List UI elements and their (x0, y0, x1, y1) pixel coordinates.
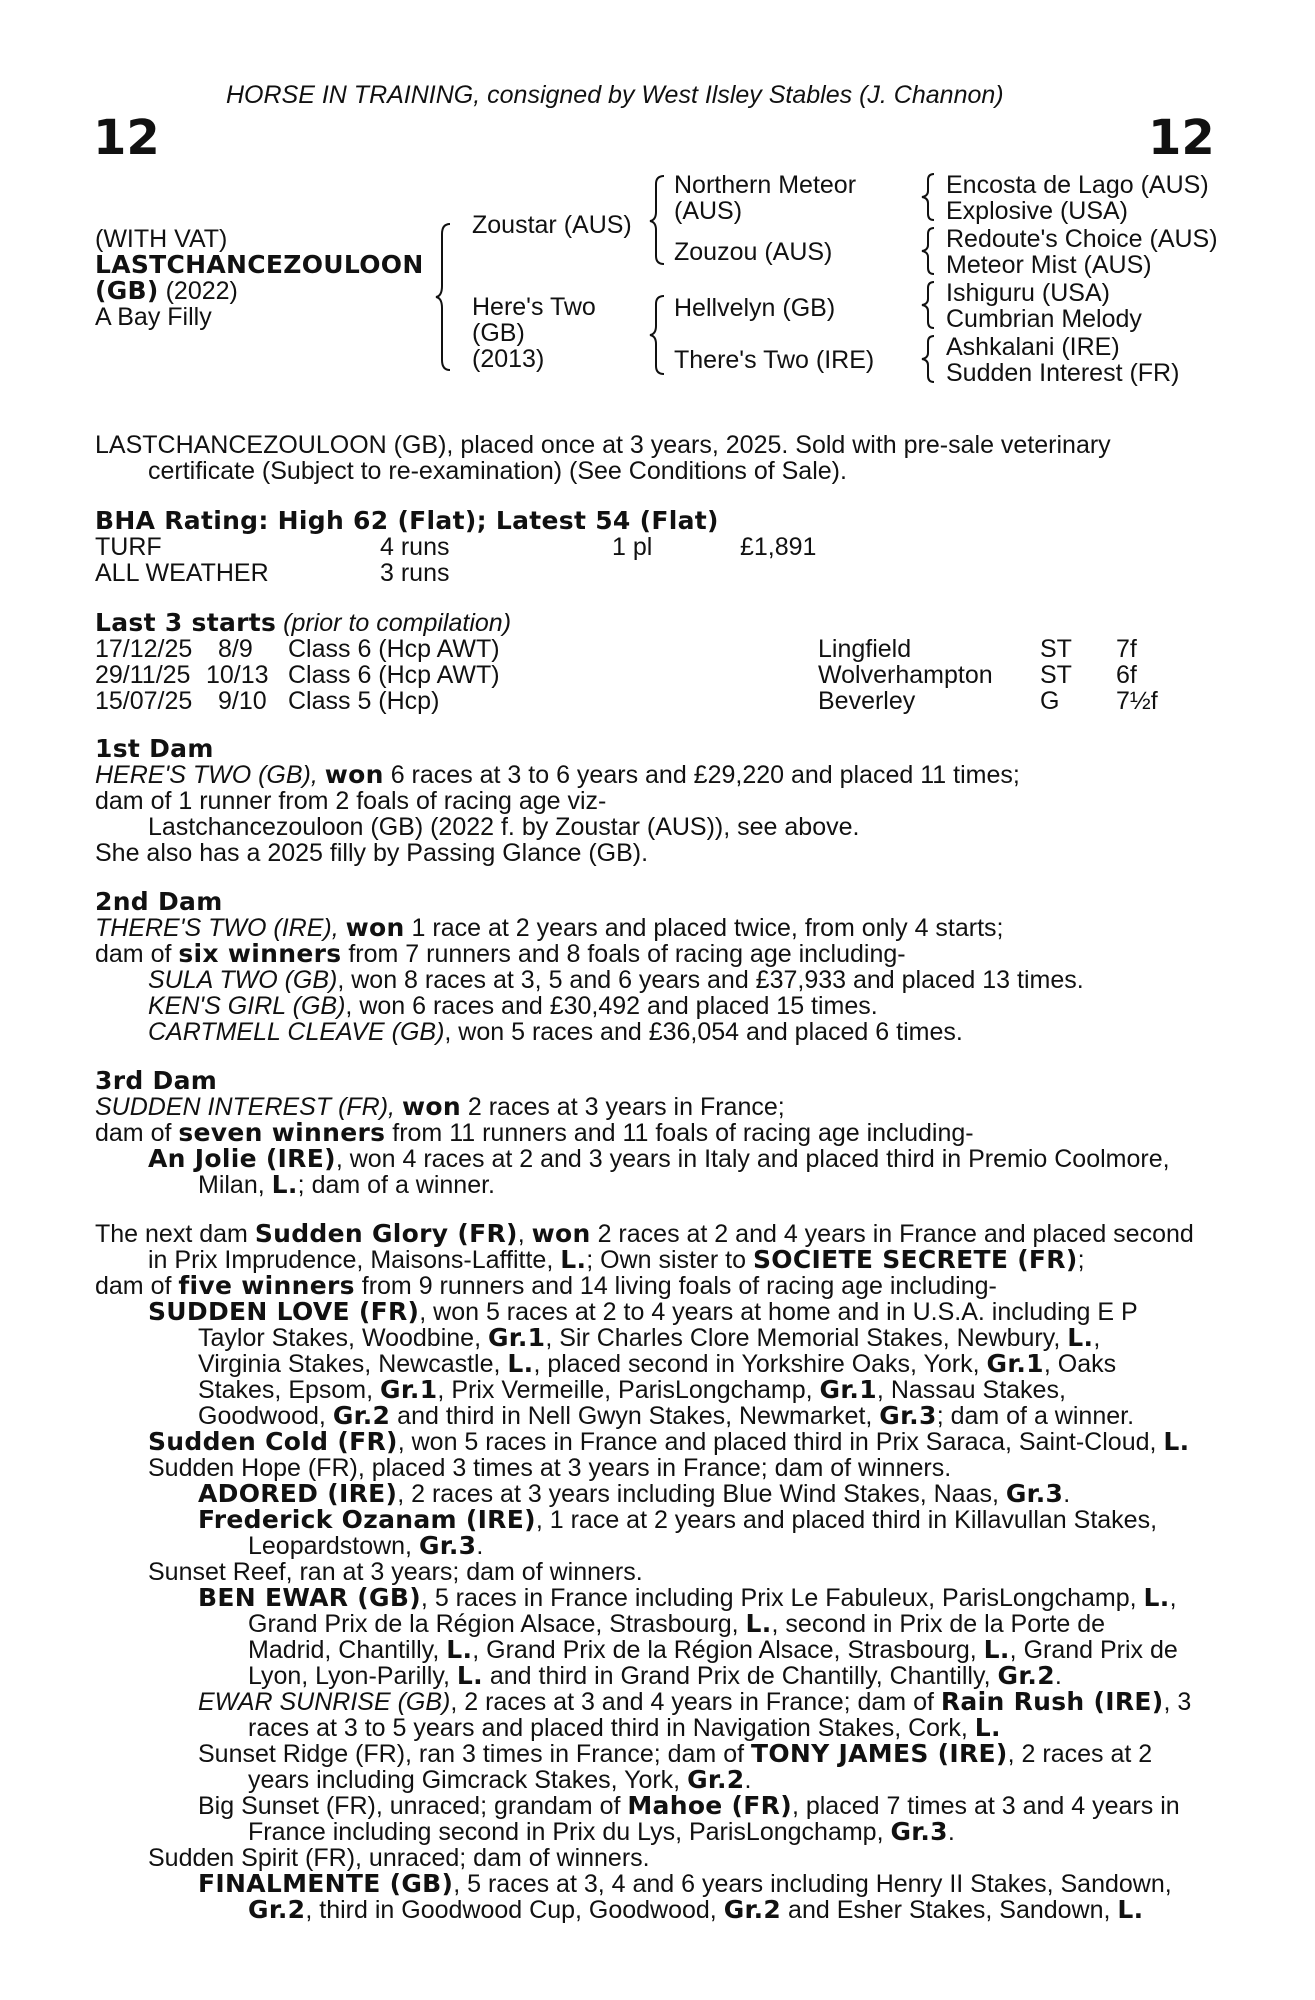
runner-name: EWAR SUNRISE (GB) (198, 1688, 451, 1716)
race-grade: Gr.3 (879, 1401, 937, 1430)
sudden-love-line1 (148, 1299, 1138, 1325)
text: , placed 7 times at 3 and 4 years in (791, 1792, 1180, 1820)
next-dam-line3 (95, 1273, 997, 1299)
runner-name: SUDDEN LOVE (FR) (148, 1297, 420, 1326)
text: from 9 runners and 14 living foals of racing age including- (354, 1272, 997, 1300)
text: ; (1077, 1246, 1085, 1274)
pedigree-sire-sire-line1: Northern Meteor (674, 171, 857, 199)
race-grade: Gr.1 (819, 1375, 877, 1404)
first-dam-line3: Lastchancezouloon (GB) (2022 f. by Zoustar (AUS)), see above. (148, 813, 860, 841)
text: , 3 (1163, 1688, 1192, 1716)
big-sunset-line2 (248, 1819, 955, 1845)
runner-name: Sudden Cold (FR) (148, 1427, 398, 1456)
second-dam-line4 (148, 993, 878, 1019)
race-grade: L. (1143, 1583, 1170, 1612)
won-label: won (345, 913, 405, 942)
text: Stakes, Epsom, (198, 1376, 381, 1404)
ben-ewar-line4 (248, 1663, 1062, 1689)
runner-name: TONY JAMES (IRE) (751, 1739, 1008, 1768)
pedigree-gg-4: Meteor Mist (AUS) (946, 251, 1152, 279)
race-grade: Gr.1 (986, 1349, 1044, 1378)
runner-name: Rain Rush (IRE) (940, 1687, 1164, 1716)
pedigree-sire-dam: Zouzou (AUS) (674, 238, 833, 266)
race-grade: L. (1117, 1895, 1144, 1924)
text: 2 races at 2 and 4 years in France and placed second (590, 1220, 1194, 1248)
text: The next dam (95, 1220, 255, 1248)
runner-name: KEN'S GIRL (GB) (148, 992, 346, 1020)
first-dam-name: HERE'S TWO (GB), (95, 761, 325, 789)
first-dam-heading: 1st Dam (95, 734, 214, 763)
text: Taylor Stakes, Woodbine, (198, 1324, 488, 1352)
text: , 2 races at 3 and 4 years in France; dam of (450, 1688, 941, 1716)
start-date: 15/07/25 (95, 687, 193, 715)
race-grade: Gr.2 (332, 1401, 391, 1430)
text: , (1169, 1584, 1177, 1612)
runner-record: , won 4 races at 2 and 3 years in Italy and placed third in Premio Coolmore, (335, 1145, 1170, 1173)
text: , Nassau Stakes, (876, 1376, 1066, 1404)
text: in Prix Imprudence, Maisons-Laffitte, (148, 1246, 561, 1274)
race-grade: Gr.1 (487, 1323, 546, 1352)
ben-ewar-line3 (248, 1637, 1178, 1663)
race-grade: Gr.2 (687, 1765, 745, 1794)
ewar-sunrise-line1 (198, 1689, 1191, 1715)
first-dam-line1 (95, 762, 1020, 788)
text: Lyon, Lyon-Parilly, (248, 1662, 457, 1690)
text: years including Gimcrack Stakes, York, (248, 1766, 688, 1794)
pedigree-dam-line2: (GB) (472, 319, 525, 347)
runner-name: Mahoe (FR) (627, 1791, 792, 1820)
ben-ewar-line2 (248, 1611, 1105, 1637)
horse-country-year (95, 278, 238, 304)
aw-label: ALL WEATHER (95, 559, 269, 587)
second-dam-name: THERE'S TWO (IRE), (95, 914, 346, 942)
horse-country: (GB) (95, 276, 159, 305)
text: . (1063, 1480, 1071, 1508)
race-grade: L. (456, 1661, 483, 1690)
text: Goodwood, (198, 1402, 333, 1430)
text: , Oaks (1043, 1350, 1117, 1378)
pedigree-gg-2: Explosive (USA) (946, 197, 1128, 225)
winners-count: five winners (178, 1271, 355, 1300)
text: , 2 races at 2 (1007, 1740, 1153, 1768)
second-dam-line3 (148, 967, 1084, 993)
text: Madrid, Chantilly, (248, 1636, 447, 1664)
pedigree-dam-line1: Here's Two (472, 293, 596, 321)
rating-heading: BHA Rating: High 62 (Flat); Latest 54 (Flat) (95, 506, 719, 535)
starts-note: (prior to compilation) (283, 609, 512, 637)
race-grade: L. (271, 1170, 298, 1199)
text: , second in Prix de la Porte de (771, 1610, 1106, 1638)
text: . (476, 1532, 484, 1560)
sunset-ridge-line2 (248, 1767, 751, 1793)
sudden-love-line5 (198, 1403, 1134, 1429)
second-dam-line5 (148, 1019, 963, 1045)
summary-line2: certificate (Subject to re-examination) (See Conditions of Sale). (148, 457, 847, 485)
big-sunset-line1 (198, 1793, 1180, 1819)
text: , Grand Prix de la Région Alsace, Strasbourg, (472, 1636, 984, 1664)
turf-runs: 4 runs (380, 533, 450, 561)
start-course: Lingfield (818, 635, 912, 663)
turf-label: TURF (95, 533, 162, 561)
text: , placed second in Yorkshire Oaks, York, (533, 1350, 987, 1378)
second-dam-line2 (95, 941, 906, 967)
starts-heading-label: Last 3 starts (95, 608, 277, 637)
text: ; Own sister to (586, 1246, 753, 1274)
runner-name: Frederick Ozanam (IRE) (198, 1505, 536, 1534)
runner-name: ADORED (IRE) (198, 1479, 398, 1508)
pedigree-gg-3: Redoute's Choice (AUS) (946, 225, 1218, 253)
race-grade: Gr.2 (248, 1895, 306, 1924)
pedigree-brace-g1 (922, 172, 938, 222)
vat-note: (WITH VAT) (95, 225, 228, 253)
text: and third in Nell Gwyn Stakes, Newmarket, (390, 1402, 880, 1430)
start-distance: 7½f (1116, 687, 1158, 715)
race-grade: L. (1163, 1427, 1190, 1456)
race-grade: L. (974, 1713, 1001, 1742)
race-grade: L. (446, 1635, 473, 1664)
second-dam-heading: 2nd Dam (95, 887, 223, 916)
adored-line (198, 1481, 1070, 1507)
text: . (744, 1766, 752, 1794)
winners-count: six winners (178, 939, 342, 968)
text: Big Sunset (FR), unraced; grandam of (198, 1792, 628, 1820)
sudden-love-line4 (198, 1377, 1066, 1403)
sudden-hope-line: Sudden Hope (FR), placed 3 times at 3 years in France; dam of winners. (148, 1454, 952, 1482)
text: ; dam of a winner. (936, 1402, 1135, 1430)
race-grade: L. (560, 1245, 587, 1274)
ewar-sunrise-line2 (248, 1715, 1001, 1741)
finalmente-line2 (248, 1897, 1143, 1923)
text: , Sir Charles Clore Memorial Stakes, Newbury, (545, 1324, 1068, 1352)
dam-name: Sudden Glory (FR) (254, 1219, 518, 1248)
pedigree-brace-g2 (922, 226, 938, 276)
first-dam-record: 6 races at 3 to 6 years and £29,220 and placed 11 times; (383, 761, 1020, 789)
runner-name: FINALMENTE (GB) (198, 1869, 454, 1898)
start-distance: 6f (1116, 661, 1137, 689)
text: , won 5 races at 2 to 4 years at home and in U.S.A. including E P (419, 1298, 1138, 1326)
frederick-line1 (198, 1507, 1157, 1533)
next-dam-line1 (95, 1221, 1194, 1247)
start-class: Class 6 (Hcp AWT) (288, 661, 500, 689)
start-position: 10/13 (206, 661, 269, 689)
aw-runs: 3 runs (380, 559, 450, 587)
text: and third in Grand Prix de Chantilly, Chantilly, (482, 1662, 998, 1690)
turf-earnings: £1,891 (740, 533, 817, 561)
third-dam-heading: 3rd Dam (95, 1066, 218, 1095)
race-grade: L. (983, 1635, 1010, 1664)
text: Virginia Stakes, Newcastle, (198, 1350, 508, 1378)
pedigree-sire: Zoustar (AUS) (472, 211, 632, 239)
text: France including second in Prix du Lys, ParisLongchamp, (248, 1818, 891, 1846)
pedigree-brace-sire (650, 174, 670, 266)
text: , 1 race at 2 years and placed third in Killavullan Stakes, (535, 1506, 1158, 1534)
text: . (1054, 1662, 1062, 1690)
text: , 5 races at 3, 4 and 6 years including Henry II Stakes, Sandown, (453, 1870, 1172, 1898)
text: Grand Prix de la Région Alsace, Strasbourg, (248, 1610, 746, 1638)
next-dam-line2 (148, 1247, 1085, 1273)
pedigree-gg-6: Cumbrian Melody (946, 305, 1142, 333)
text: , 5 races in France including Prix Le Fabuleux, ParisLongchamp, (420, 1584, 1144, 1612)
runner-name: CARTMELL CLEAVE (GB) (148, 1018, 445, 1046)
third-dam-line3 (148, 1146, 1170, 1172)
sunset-ridge-line1 (198, 1741, 1152, 1767)
text: , (1093, 1324, 1101, 1352)
text: from 7 runners and 8 foals of racing age including- (341, 940, 906, 968)
text: , (517, 1220, 532, 1248)
race-grade: Gr.3 (890, 1817, 948, 1846)
race-grade: Gr.3 (1005, 1479, 1064, 1508)
pedigree-brace-g4 (922, 334, 938, 384)
won-label: won (324, 760, 384, 789)
text: dam of (95, 1119, 179, 1147)
text: dam of (95, 1272, 179, 1300)
start-date: 17/12/25 (95, 635, 193, 663)
starts-heading (95, 610, 511, 636)
race-grade: Gr.1 (380, 1375, 438, 1404)
start-distance: 7f (1116, 635, 1137, 663)
runner-name: SULA TWO (GB) (148, 966, 338, 994)
text: . (947, 1818, 955, 1846)
third-dam-name: SUDDEN INTEREST (FR), (95, 1093, 402, 1121)
horse-name: LASTCHANCEZOULOON (95, 250, 424, 279)
start-going: G (1040, 687, 1060, 715)
sudden-cold-line (148, 1429, 1189, 1455)
text: from 11 runners and 11 foals of racing age including- (385, 1119, 974, 1147)
text: Sunset Ridge (FR), ran 3 times in France; dam of (198, 1740, 751, 1768)
start-going: ST (1040, 661, 1072, 689)
pedigree-brace-g3 (922, 280, 938, 330)
finalmente-line1 (198, 1871, 1172, 1897)
sudden-spirit-line: Sudden Spirit (FR), unraced; dam of winners. (148, 1844, 650, 1872)
text: and Esher Stakes, Sandown, (781, 1896, 1118, 1924)
third-dam-line1 (95, 1094, 785, 1120)
sudden-love-line3 (198, 1351, 1116, 1377)
ben-ewar-line1 (198, 1585, 1177, 1611)
won-label: won (401, 1092, 461, 1121)
page-title: HORSE IN TRAINING, consigned by West Ilsley Stables (J. Channon) (226, 81, 1004, 109)
lot-number-right: 12 (1148, 110, 1215, 166)
start-course: Wolverhampton (818, 661, 993, 689)
race-grade: Gr.2 (997, 1661, 1055, 1690)
won-label: won (531, 1219, 591, 1248)
race-grade: L. (1067, 1323, 1094, 1352)
start-course: Beverley (818, 687, 916, 715)
runner-record: , won 8 races at 3, 5 and 6 years and £37,933 and placed 13 times. (337, 966, 1084, 994)
winners-count: seven winners (178, 1118, 386, 1147)
text: ; dam of a winner. (297, 1171, 495, 1199)
runner-name: An Jolie (IRE) (148, 1144, 336, 1173)
start-class: Class 5 (Hcp) (288, 687, 440, 715)
pedigree-sire-sire-line2: (AUS) (674, 197, 743, 225)
second-dam-line1 (95, 915, 1003, 941)
text: , 2 races at 3 years including Blue Wind Stakes, Naas, (397, 1480, 1006, 1508)
text: dam of (95, 940, 179, 968)
sister-name: SOCIETE SECRETE (FR) (752, 1245, 1078, 1274)
pedigree-brace-main (436, 222, 456, 372)
lot-number-left: 12 (93, 110, 160, 166)
summary-line1: LASTCHANCEZOULOON (GB), placed once at 3 years, 2025. Sold with pre-sale veterinary (95, 431, 1111, 459)
pedigree-gg-5: Ishiguru (USA) (946, 279, 1110, 307)
race-grade: Gr.3 (418, 1531, 477, 1560)
pedigree-dam-sire: Hellvelyn (GB) (674, 294, 836, 322)
race-grade: Gr.2 (723, 1895, 782, 1924)
race-grade: L. (745, 1609, 772, 1638)
text: , won 5 races in France and placed third in Prix Saraca, Saint-Cloud, (397, 1428, 1164, 1456)
third-dam-record: 2 races at 3 years in France; (460, 1093, 785, 1121)
horse-description: A Bay Filly (95, 303, 212, 331)
runner-record: , won 6 races and £30,492 and placed 15 times. (345, 992, 878, 1020)
pedigree-gg-8: Sudden Interest (FR) (946, 359, 1180, 387)
turf-placed: 1 pl (612, 533, 653, 561)
text: , third in Goodwood Cup, Goodwood, (305, 1896, 724, 1924)
pedigree-gg-1: Encosta de Lago (AUS) (946, 171, 1209, 199)
text: , Prix Vermeille, ParisLongchamp, (437, 1376, 820, 1404)
pedigree-dam-line3: (2013) (472, 345, 545, 373)
start-date: 29/11/25 (95, 661, 191, 689)
text: , Grand Prix de (1009, 1636, 1178, 1664)
start-going: ST (1040, 635, 1072, 663)
runner-name: BEN EWAR (GB) (198, 1583, 421, 1612)
text: Leopardstown, (248, 1532, 419, 1560)
start-position: 8/9 (218, 635, 253, 663)
runner-record: , won 5 races and £36,054 and placed 6 times. (444, 1018, 963, 1046)
pedigree-dam-dam: There's Two (IRE) (674, 346, 875, 374)
start-class: Class 6 (Hcp AWT) (288, 635, 500, 663)
first-dam-line2: dam of 1 runner from 2 foals of racing age viz- (95, 787, 607, 815)
race-grade: L. (507, 1349, 534, 1378)
pedigree-gg-7: Ashkalani (IRE) (946, 333, 1120, 361)
sudden-love-line2 (198, 1325, 1100, 1351)
text: races at 3 to 5 years and placed third in Navigation Stakes, Cork, (248, 1714, 975, 1742)
start-position: 9/10 (218, 687, 267, 715)
frederick-line2 (248, 1533, 483, 1559)
second-dam-record: 1 race at 2 years and placed twice, from only 4 starts; (404, 914, 1004, 942)
pedigree-brace-dam (650, 294, 670, 376)
horse-year: (2022) (165, 277, 238, 305)
text: Milan, (198, 1171, 272, 1199)
first-dam-line4: She also has a 2025 filly by Passing Glance (GB). (95, 839, 649, 867)
third-dam-line4 (198, 1172, 495, 1198)
third-dam-line2 (95, 1120, 974, 1146)
sunset-reef-line: Sunset Reef, ran at 3 years; dam of winners. (148, 1558, 643, 1586)
